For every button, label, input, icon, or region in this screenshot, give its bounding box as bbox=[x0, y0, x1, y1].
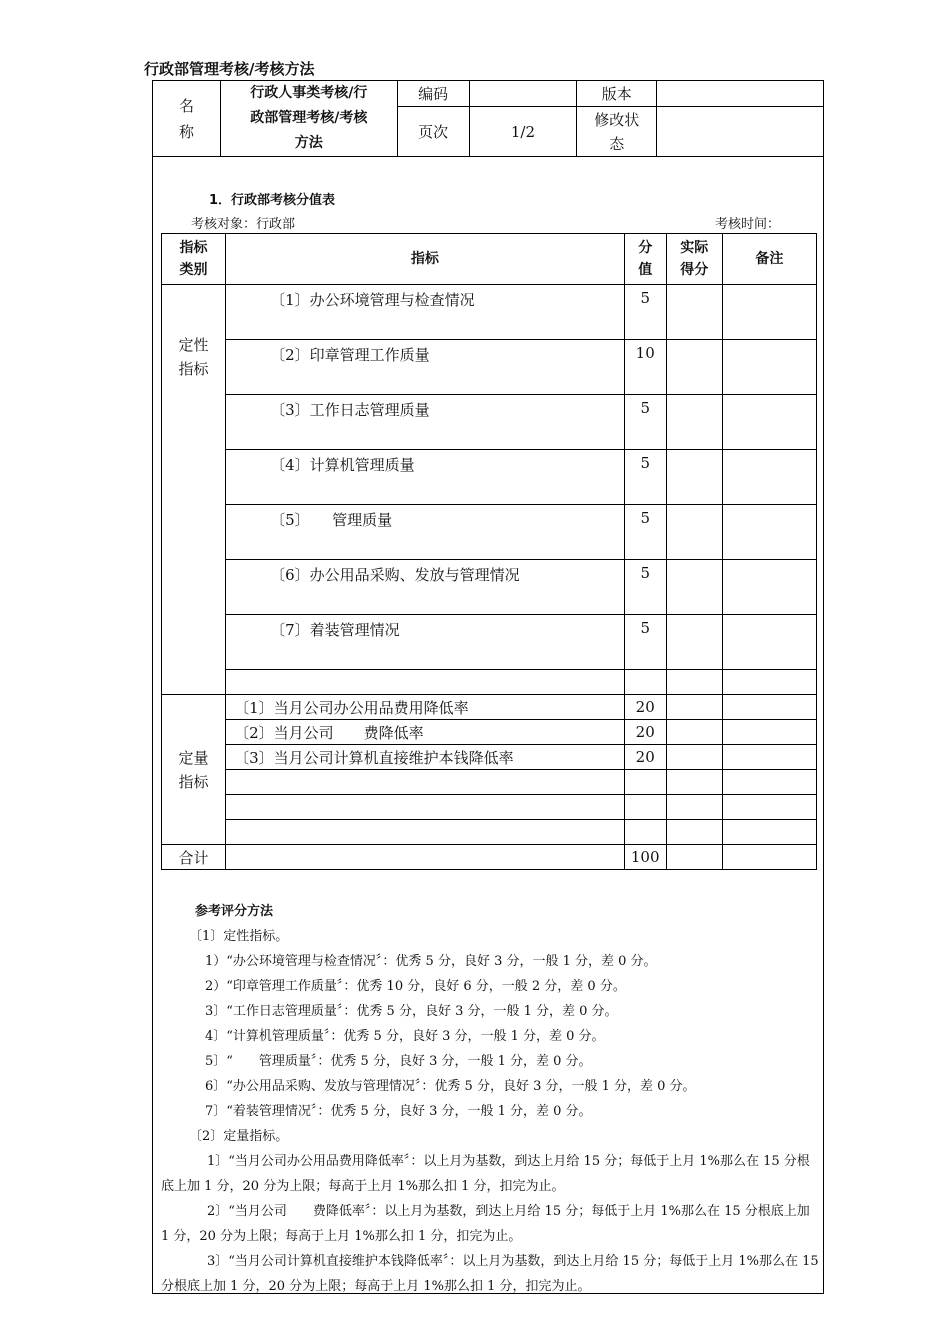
blank-row-cell bbox=[226, 820, 625, 845]
name-label: 名 称 bbox=[153, 81, 221, 157]
remark-cell[interactable] bbox=[722, 340, 816, 395]
actual-score-cell[interactable] bbox=[666, 745, 722, 770]
col-indicator: 指标 bbox=[226, 234, 625, 285]
remark-cell[interactable] bbox=[722, 450, 816, 505]
remark-cell[interactable] bbox=[722, 745, 816, 770]
actual-score-cell[interactable] bbox=[666, 560, 722, 615]
remark-cell[interactable] bbox=[722, 845, 816, 870]
actual-score-cell[interactable] bbox=[666, 795, 722, 820]
blank-row-cell bbox=[624, 820, 666, 845]
remark-cell[interactable] bbox=[722, 285, 816, 340]
quantitative-heading: 〔2〕定量指标。 bbox=[189, 1129, 289, 1144]
qualitative-points: 5 bbox=[624, 395, 666, 450]
document-name: 行政人事类考核/行 政部管理考核/考核 方法 bbox=[220, 81, 397, 157]
actual-score-cell[interactable] bbox=[666, 720, 722, 745]
total-label: 合计 bbox=[162, 845, 226, 870]
qualitative-rule: 5〕“ 管理质量〞：优秀 5 分，良好 3 分，一般 1 分，差 0 分。 bbox=[205, 1054, 592, 1069]
remark-cell[interactable] bbox=[722, 820, 816, 845]
code-label: 编码 bbox=[397, 81, 469, 107]
version-value bbox=[657, 81, 824, 107]
actual-score-cell[interactable] bbox=[666, 820, 722, 845]
qualitative-heading: 〔1〕定性指标。 bbox=[189, 929, 289, 944]
document-title: 行政部管理考核/考核方法 bbox=[144, 60, 315, 78]
notes-title: 参考评分方法 bbox=[195, 904, 274, 919]
quantitative-points: 20 bbox=[624, 720, 666, 745]
remark-cell[interactable] bbox=[722, 670, 816, 695]
remark-cell[interactable] bbox=[722, 695, 816, 720]
quantitative-item: 〔1〕当月公司办公用品费用降低率 bbox=[226, 695, 625, 720]
qualitative-points: 5 bbox=[624, 505, 666, 560]
col-remark: 备注 bbox=[722, 234, 816, 285]
actual-score-cell[interactable] bbox=[666, 770, 722, 795]
actual-score-cell[interactable] bbox=[666, 340, 722, 395]
quantitative-rule: 3〕“当月公司计算机直接维护本钱降低率〞：以上月为基数，到达上月给 15 分；每低于上月 1%那么在 15 分根底上加 1 分，20 分为上限；每高于上月 1%那么扣 1 分，扣完为止。 bbox=[161, 1254, 819, 1294]
score-table bbox=[161, 233, 817, 870]
assessment-target: 考核对象：行政部 bbox=[191, 217, 296, 232]
qualitative-rule: 6〕“办公用品采购、发放与管理情况〞：优秀 5 分，良好 3 分，一般 1 分，差 0 分。 bbox=[205, 1079, 696, 1094]
qualitative-points: 5 bbox=[624, 450, 666, 505]
revision-value bbox=[657, 107, 824, 157]
qualitative-rule: 7〕“着装管理情况〞：优秀 5 分，良好 3 分，一般 1 分，差 0 分。 bbox=[205, 1104, 592, 1119]
scoring-notes bbox=[161, 899, 821, 1299]
header-table bbox=[152, 80, 824, 157]
blank-row-cell bbox=[624, 795, 666, 820]
col-points: 分 值 bbox=[624, 234, 666, 285]
remark-cell[interactable] bbox=[722, 395, 816, 450]
qualitative-item: 〔1〕办公环境管理与检查情况 bbox=[226, 285, 625, 340]
qualitative-points: 10 bbox=[624, 340, 666, 395]
col-category: 指标 类别 bbox=[162, 234, 226, 285]
section-title: 1．行政部考核分值表 bbox=[209, 193, 336, 208]
actual-score-cell[interactable] bbox=[666, 505, 722, 560]
remark-cell[interactable] bbox=[722, 795, 816, 820]
actual-score-cell[interactable] bbox=[666, 615, 722, 670]
blank-row-cell bbox=[226, 670, 625, 695]
qualitative-item: 〔5〕 管理质量 bbox=[226, 505, 625, 560]
actual-score-cell[interactable] bbox=[666, 845, 722, 870]
actual-score-cell[interactable] bbox=[666, 450, 722, 505]
qualitative-rule: 4〕“计算机管理质量〞：优秀 5 分，良好 3 分，一般 1 分，差 0 分。 bbox=[205, 1029, 605, 1044]
remark-cell[interactable] bbox=[722, 505, 816, 560]
document-frame bbox=[152, 80, 824, 1294]
actual-score-cell[interactable] bbox=[666, 395, 722, 450]
qualitative-points: 5 bbox=[624, 285, 666, 340]
actual-score-cell[interactable] bbox=[666, 670, 722, 695]
qualitative-item: 〔6〕办公用品采购、发放与管理情况 bbox=[226, 560, 625, 615]
qualitative-category: 定性 指标 bbox=[162, 285, 226, 695]
total-blank bbox=[226, 845, 625, 870]
actual-score-cell[interactable] bbox=[666, 285, 722, 340]
quantitative-category: 定量 指标 bbox=[162, 695, 226, 845]
remark-cell[interactable] bbox=[722, 560, 816, 615]
quantitative-rule: 1〕“当月公司办公用品费用降低率〞：以上月为基数，到达上月给 15 分；每低于上月 1%那么在 15 分根底上加 1 分，20 分为上限；每高于上月 1%那么扣 1 分，扣完为止。 bbox=[161, 1154, 810, 1194]
qualitative-rule: 3〕“工作日志管理质量〞：优秀 5 分，良好 3 分，一般 1 分，差 0 分。 bbox=[205, 1004, 618, 1019]
code-value bbox=[469, 81, 577, 107]
qualitative-rule: 1）“办公环境管理与检查情况〞：优秀 5 分，良好 3 分，一般 1 分，差 0 分。 bbox=[205, 954, 657, 969]
quantitative-rule: 2〕“当月公司 费降低率〞：以上月为基数，到达上月给 15 分；每低于上月 1%那么在 15 分根底上加 1 分，20 分为上限；每高于上月 1%那么扣 1 分，扣完为止。 bbox=[161, 1204, 810, 1244]
qualitative-item: 〔3〕工作日志管理质量 bbox=[226, 395, 625, 450]
quantitative-points: 20 bbox=[624, 745, 666, 770]
qualitative-item: 〔7〕着装管理情况 bbox=[226, 615, 625, 670]
blank-row-cell bbox=[226, 795, 625, 820]
qualitative-points: 5 bbox=[624, 615, 666, 670]
remark-cell[interactable] bbox=[722, 770, 816, 795]
revision-label: 修改状 态 bbox=[577, 107, 657, 157]
total-points: 100 bbox=[624, 845, 666, 870]
col-actual: 实际 得分 bbox=[666, 234, 722, 285]
quantitative-item: 〔3〕当月公司计算机直接维护本钱降低率 bbox=[226, 745, 625, 770]
actual-score-cell[interactable] bbox=[666, 695, 722, 720]
blank-row-cell bbox=[624, 770, 666, 795]
qualitative-rule: 2）“印章管理工作质量〞：优秀 10 分，良好 6 分，一般 2 分，差 0 分。 bbox=[205, 979, 626, 994]
blank-row-cell bbox=[226, 770, 625, 795]
qualitative-item: 〔2〕印章管理工作质量 bbox=[226, 340, 625, 395]
assessment-time: 考核时间： bbox=[715, 217, 781, 232]
quantitative-item: 〔2〕当月公司 费降低率 bbox=[226, 720, 625, 745]
remark-cell[interactable] bbox=[722, 615, 816, 670]
version-label: 版本 bbox=[577, 81, 657, 107]
page-value: 1/2 bbox=[469, 107, 577, 157]
qualitative-points: 5 bbox=[624, 560, 666, 615]
qualitative-item: 〔4〕计算机管理质量 bbox=[226, 450, 625, 505]
page-label: 页次 bbox=[397, 107, 469, 157]
quantitative-points: 20 bbox=[624, 695, 666, 720]
remark-cell[interactable] bbox=[722, 720, 816, 745]
blank-row-cell bbox=[624, 670, 666, 695]
